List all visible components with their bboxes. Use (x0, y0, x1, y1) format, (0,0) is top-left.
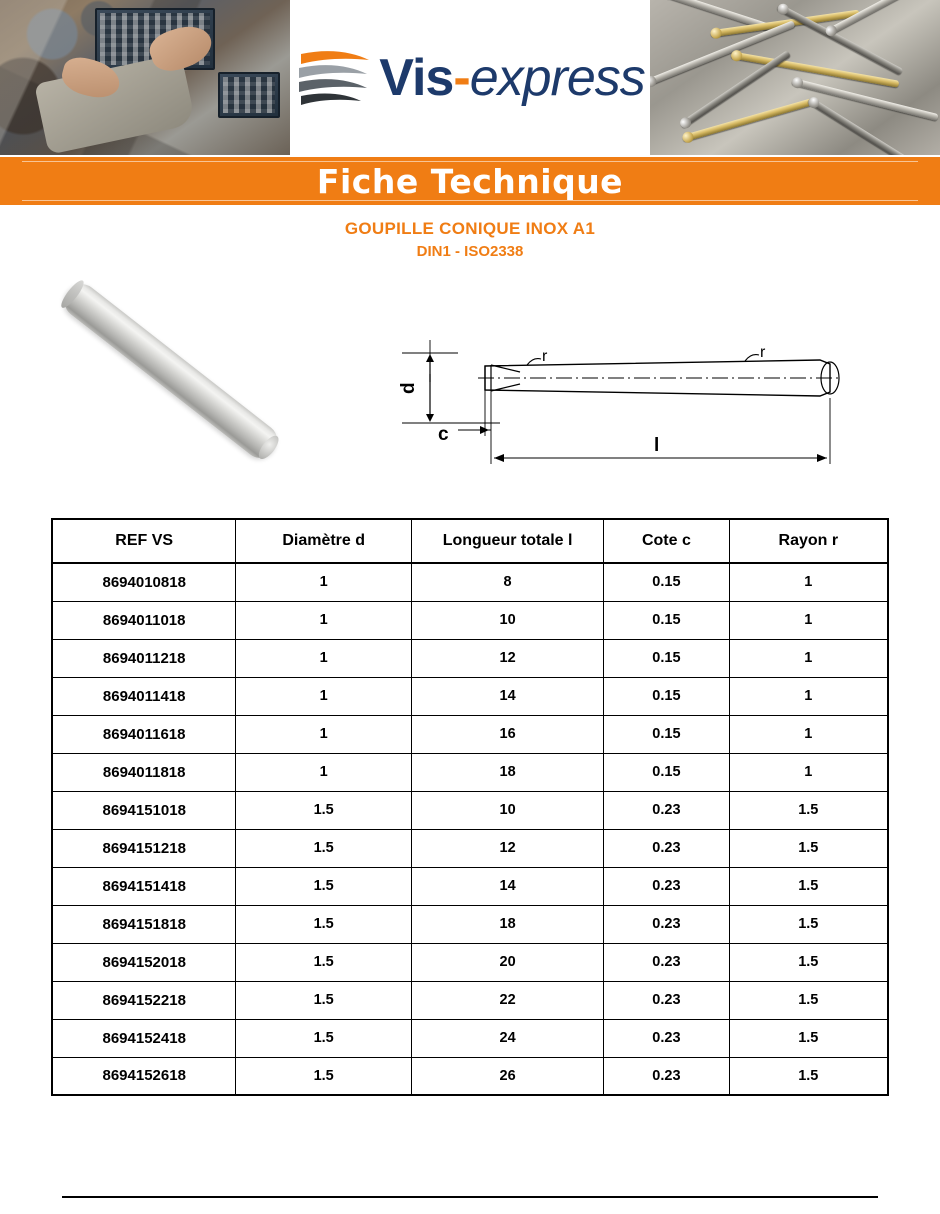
cell-cote-c: 0.23 (604, 867, 729, 905)
title-bar-top-rule (22, 161, 918, 162)
cell-diameter: 1 (236, 753, 412, 791)
drawing-label-r-left: r (542, 348, 548, 365)
cell-ref: 8694011018 (52, 601, 236, 639)
cell-ref: 8694011618 (52, 715, 236, 753)
logo-text-dash: - (453, 48, 470, 107)
cell-length: 18 (411, 753, 603, 791)
cell-length: 18 (411, 905, 603, 943)
product-standards: DIN1 - ISO2338 (416, 243, 524, 260)
cell-cote-c: 0.15 (604, 753, 729, 791)
product-photo (55, 272, 355, 507)
product-name: GOUPILLE CONIQUE INOX A1 (344, 219, 596, 238)
title-bar-bottom-rule (22, 200, 918, 201)
cell-length: 12 (411, 829, 603, 867)
cell-length: 16 (411, 715, 603, 753)
cell-cote-c: 0.23 (604, 791, 729, 829)
cell-ref: 8694011218 (52, 639, 236, 677)
table-row (52, 563, 888, 601)
col-header-diameter: Diamètre d (236, 519, 412, 563)
page-header (0, 0, 940, 155)
taper-pin-photo (58, 278, 284, 465)
cell-length: 26 (411, 1057, 603, 1095)
cell-length: 22 (411, 981, 603, 1019)
page-title: Fiche Technique (316, 161, 624, 201)
table-row (52, 905, 888, 943)
cell-rayon-r: 1.5 (729, 981, 888, 1019)
cell-ref: 8694011818 (52, 753, 236, 791)
fiche-technique-title-bar (0, 157, 940, 205)
cell-length: 10 (411, 601, 603, 639)
cell-length: 8 (411, 563, 603, 601)
cell-diameter: 1.5 (236, 981, 412, 1019)
cell-ref: 8694152018 (52, 943, 236, 981)
product-illustration-area (0, 260, 940, 510)
footer-divider (62, 1196, 878, 1198)
cell-rayon-r: 1 (729, 753, 888, 791)
cell-diameter: 1.5 (236, 943, 412, 981)
cell-diameter: 1.5 (236, 1057, 412, 1095)
cell-diameter: 1.5 (236, 905, 412, 943)
cell-length: 20 (411, 943, 603, 981)
screws-pile-photo (650, 0, 940, 155)
table-header-row (52, 519, 888, 563)
cell-length: 10 (411, 791, 603, 829)
screw-tray-icon (218, 72, 280, 118)
cell-length: 14 (411, 867, 603, 905)
technical-drawing (390, 318, 870, 493)
cell-cote-c: 0.23 (604, 1019, 729, 1057)
cell-cote-c: 0.15 (604, 677, 729, 715)
cell-rayon-r: 1.5 (729, 943, 888, 981)
workbench-photo (0, 0, 290, 155)
cell-rayon-r: 1 (729, 715, 888, 753)
cell-cote-c: 0.23 (604, 905, 729, 943)
cell-length: 24 (411, 1019, 603, 1057)
cell-cote-c: 0.23 (604, 1057, 729, 1095)
logo-text-sub: express (469, 48, 645, 107)
logo-text-main: Vis (379, 48, 454, 107)
cell-diameter: 1 (236, 563, 412, 601)
dimensions-table (51, 518, 889, 1096)
table-row (52, 715, 888, 753)
cell-ref: 8694152218 (52, 981, 236, 1019)
cell-cote-c: 0.23 (604, 981, 729, 1019)
cell-rayon-r: 1.5 (729, 1019, 888, 1057)
cell-diameter: 1.5 (236, 829, 412, 867)
logo-wordmark (379, 48, 645, 107)
table-body (52, 563, 888, 1095)
swoosh-icon (295, 42, 373, 114)
cell-ref: 8694011418 (52, 677, 236, 715)
cell-rayon-r: 1 (729, 639, 888, 677)
drawing-label-d: d (398, 382, 419, 394)
cell-rayon-r: 1.5 (729, 1057, 888, 1095)
cell-ref: 8694151818 (52, 905, 236, 943)
cell-ref: 8694151418 (52, 867, 236, 905)
table-row (52, 753, 888, 791)
table-row (52, 677, 888, 715)
drawing-label-l: l (654, 435, 660, 456)
col-header-length: Longueur totale l (411, 519, 603, 563)
table-row (52, 639, 888, 677)
cell-diameter: 1.5 (236, 791, 412, 829)
cell-rayon-r: 1.5 (729, 867, 888, 905)
drawing-label-r-right: r (760, 344, 766, 361)
table-row (52, 601, 888, 639)
dimensions-table-wrapper (51, 518, 889, 1096)
cell-cote-c: 0.23 (604, 943, 729, 981)
cell-cote-c: 0.15 (604, 601, 729, 639)
table-row (52, 1019, 888, 1057)
table-row (52, 943, 888, 981)
product-subtitle (0, 219, 940, 260)
cell-rayon-r: 1.5 (729, 905, 888, 943)
cell-rayon-r: 1 (729, 563, 888, 601)
cell-cote-c: 0.15 (604, 639, 729, 677)
col-header-rayon-r: Rayon r (729, 519, 888, 563)
cell-rayon-r: 1.5 (729, 829, 888, 867)
cell-ref: 8694152418 (52, 1019, 236, 1057)
cell-diameter: 1 (236, 601, 412, 639)
table-row (52, 829, 888, 867)
cell-cote-c: 0.15 (604, 563, 729, 601)
col-header-ref: REF VS (52, 519, 236, 563)
cell-rayon-r: 1 (729, 677, 888, 715)
table-row (52, 867, 888, 905)
table-header (52, 519, 888, 563)
drawing-label-c: c (438, 424, 449, 445)
table-row (52, 981, 888, 1019)
cell-ref: 8694151218 (52, 829, 236, 867)
brand-logo (290, 0, 650, 155)
cell-diameter: 1 (236, 677, 412, 715)
cell-ref: 8694151018 (52, 791, 236, 829)
col-header-cote-c: Cote c (604, 519, 729, 563)
cell-ref: 8694010818 (52, 563, 236, 601)
cell-diameter: 1 (236, 639, 412, 677)
cell-cote-c: 0.23 (604, 829, 729, 867)
cell-diameter: 1.5 (236, 867, 412, 905)
cell-diameter: 1 (236, 715, 412, 753)
cell-rayon-r: 1.5 (729, 791, 888, 829)
cell-length: 12 (411, 639, 603, 677)
cell-cote-c: 0.15 (604, 715, 729, 753)
cell-length: 14 (411, 677, 603, 715)
cell-diameter: 1.5 (236, 1019, 412, 1057)
table-row (52, 791, 888, 829)
table-row (52, 1057, 888, 1095)
cell-rayon-r: 1 (729, 601, 888, 639)
cell-ref: 8694152618 (52, 1057, 236, 1095)
